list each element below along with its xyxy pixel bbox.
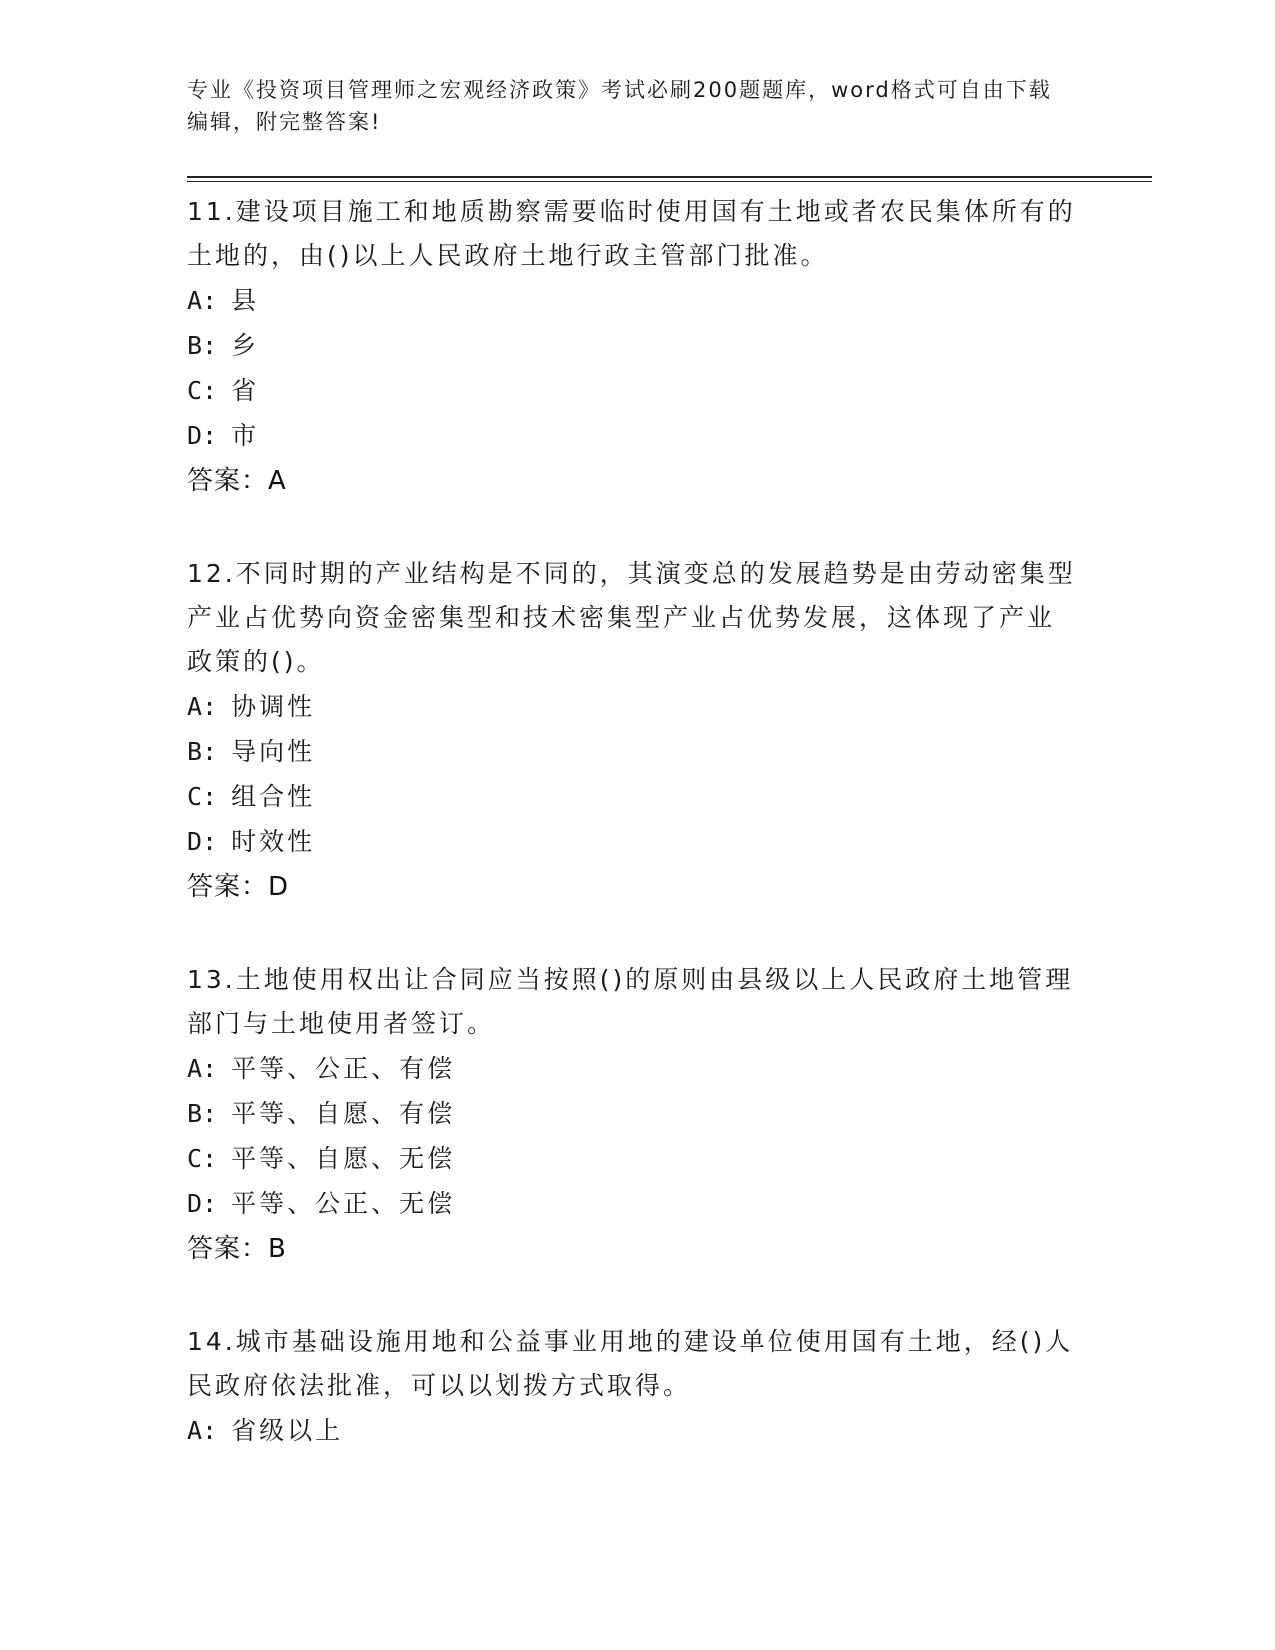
option-key: B: [187,331,218,360]
option-d [187,413,1077,458]
option-text: 协调性 [231,692,316,721]
option-key: B: [187,737,218,766]
option-text: 平等、公正、有偿 [231,1054,456,1083]
option-a [187,684,1077,729]
option-text: 市 [231,421,260,450]
answer-line: 答案：B [187,1234,287,1264]
question-item [187,190,1077,504]
answer-line: 答案：A [187,466,287,496]
option-key: C: [187,782,218,811]
option-a [187,1408,1077,1453]
option-key: A: [187,286,218,315]
option-c [187,368,1077,413]
question-item [187,1320,1077,1453]
option-text: 平等、自愿、无偿 [231,1144,456,1173]
answer-line: 答案：D [187,872,290,902]
option-key: A: [187,1416,218,1445]
question-stem: 13.土地使用权出让合同应当按照()的原则由县级以上人民政府土地管理部门与土地使用者签订。 [187,965,1074,1038]
question-item [187,958,1077,1272]
header-divider-thin [187,181,1152,182]
option-text: 导向性 [231,737,316,766]
option-b [187,729,1077,774]
question-item [187,552,1077,910]
option-key: A: [187,1054,218,1083]
option-text: 平等、自愿、有偿 [231,1099,456,1128]
option-key: D: [187,827,218,856]
option-key: C: [187,376,218,405]
option-a [187,1046,1077,1091]
question-stem: 12.不同时期的产业结构是不同的，其演变总的发展趋势是由劳动密集型产业占优势向资金密集型和技术密集型产业占优势发展，这体现了产业政策的()。 [187,559,1076,676]
option-text: 平等、公正、无偿 [231,1189,456,1218]
option-d [187,819,1077,864]
option-key: A: [187,692,218,721]
question-list [187,190,1077,1501]
option-text: 省 [231,376,260,405]
option-d [187,1181,1077,1226]
option-key: D: [187,421,218,450]
option-text: 时效性 [231,827,316,856]
option-text: 县 [231,286,260,315]
option-text: 省级以上 [231,1416,344,1445]
option-a [187,278,1077,323]
option-c [187,1136,1077,1181]
question-stem: 14.城市基础设施用地和公益事业用地的建设单位使用国有土地，经()人民政府依法批准，可以以划拨方式取得。 [187,1327,1074,1400]
question-stem: 11.建设项目施工和地质勘察需要临时使用国有土地或者农民集体所有的土地的，由()以上人民政府土地行政主管部门批准。 [187,197,1076,270]
option-c [187,774,1077,819]
option-key: C: [187,1144,218,1173]
option-text: 组合性 [231,782,316,811]
option-key: D: [187,1189,218,1218]
option-b [187,323,1077,368]
document-header: 专业《投资项目管理师之宏观经济政策》考试必刷200题题库，word格式可自由下载编辑，附完整答案! [187,78,1052,134]
option-b [187,1091,1077,1136]
option-text: 乡 [231,331,260,360]
header-divider-thick [187,176,1152,178]
option-key: B: [187,1099,218,1128]
